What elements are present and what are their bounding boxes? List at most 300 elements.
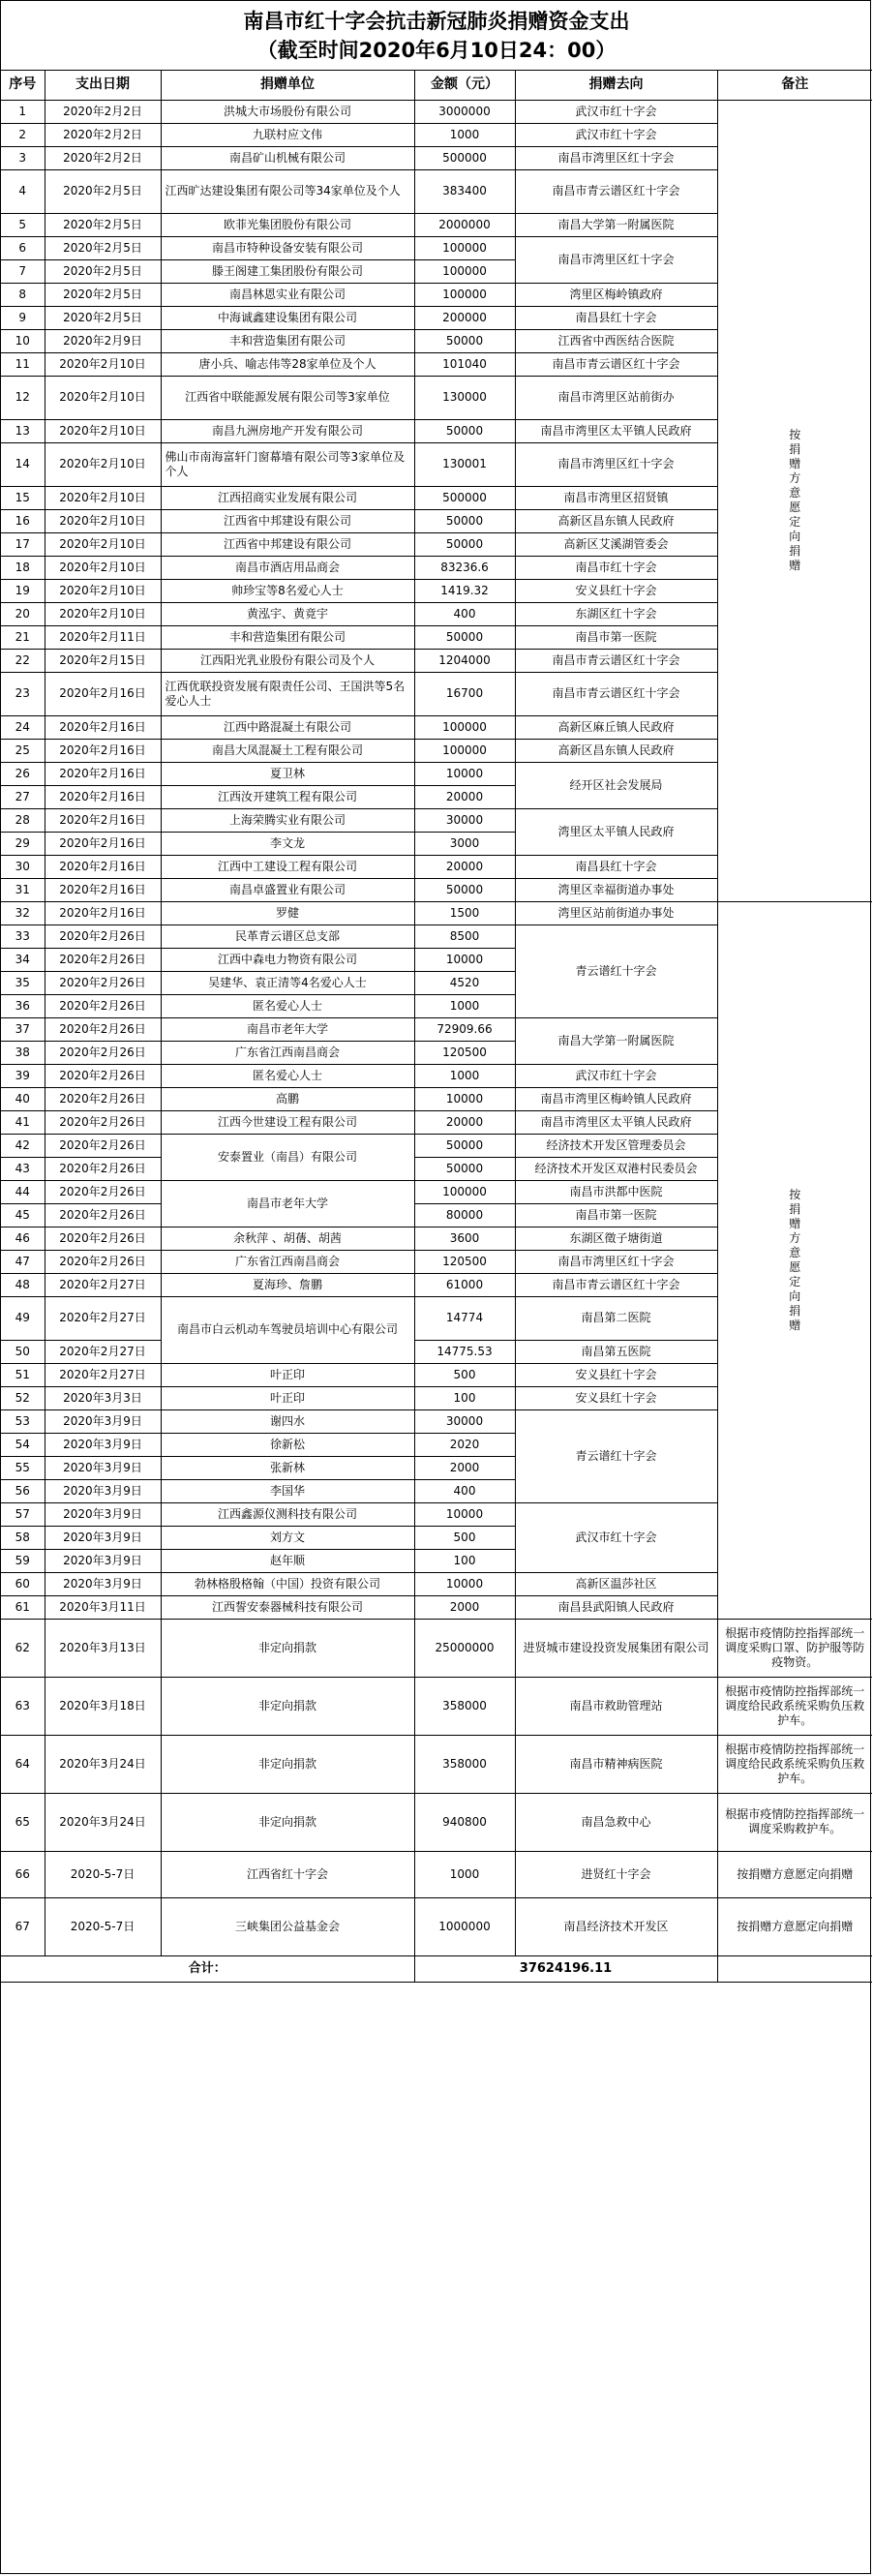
expense-date: 2020年2月26日: [45, 971, 161, 994]
amount: 50000: [414, 1157, 515, 1180]
row-number: 60: [1, 1572, 45, 1595]
destination: 湾里区梅岭镇政府: [515, 283, 717, 306]
remark: 根据市疫情防控指挥部统一调度给民政系统采购负压救护车。: [717, 1677, 872, 1735]
expense-date: 2020年2月5日: [45, 236, 161, 259]
amount: 30000: [414, 1409, 515, 1433]
amount: 200000: [414, 306, 515, 329]
destination: 南昌市救助管理站: [515, 1677, 717, 1735]
row-number: 46: [1, 1227, 45, 1250]
row-number: 30: [1, 855, 45, 878]
expense-date: 2020年2月10日: [45, 376, 161, 419]
expense-date: 2020年2月26日: [45, 994, 161, 1017]
row-number: 23: [1, 672, 45, 715]
donor-unit: 江西省中邦建设有限公司: [161, 509, 414, 532]
expense-date: 2020年2月10日: [45, 419, 161, 442]
row-number: 39: [1, 1064, 45, 1087]
donor-unit: 罗健: [161, 901, 414, 924]
expense-date: 2020年3月11日: [45, 1595, 161, 1619]
donor-unit: 吴建华、袁正清等4名爱心人士: [161, 971, 414, 994]
donor-unit: 江西优联投资发展有限责任公司、王国洪等5名爱心人士: [161, 672, 414, 715]
expense-date: 2020年2月27日: [45, 1273, 161, 1296]
destination: 南昌市湾里区红十字会: [515, 146, 717, 169]
expense-date: 2020年3月13日: [45, 1619, 161, 1677]
donor-unit: 江西鑫源仪测科技有限公司: [161, 1502, 414, 1526]
destination: 高新区麻丘镇人民政府: [515, 715, 717, 739]
row-number: 50: [1, 1340, 45, 1363]
amount: 130001: [414, 442, 515, 486]
donor-unit: 非定向捐款: [161, 1793, 414, 1851]
amount: 500000: [414, 486, 515, 509]
row-number: 66: [1, 1851, 45, 1897]
destination: 青云谱红十字会: [515, 924, 717, 1017]
row-number: 10: [1, 329, 45, 352]
donor-unit: 赵年顺: [161, 1549, 414, 1572]
donor-unit: 叶正印: [161, 1386, 414, 1409]
amount: 100: [414, 1386, 515, 1409]
amount: 10000: [414, 1502, 515, 1526]
destination: 南昌市湾里区红十字会: [515, 442, 717, 486]
donor-unit: 江西阳光乳业股份有限公司及个人: [161, 649, 414, 672]
row-number: 57: [1, 1502, 45, 1526]
amount: 50000: [414, 532, 515, 556]
donor-unit: 南昌市老年大学: [161, 1180, 414, 1227]
total-amount: 37624196.11: [414, 1955, 717, 1982]
row-number: 33: [1, 924, 45, 948]
donor-unit: 安泰置业（南昌）有限公司: [161, 1134, 414, 1180]
row-number: 3: [1, 146, 45, 169]
total-row: [1, 1955, 872, 1982]
donor-unit: 丰和营造集团有限公司: [161, 329, 414, 352]
donor-unit: 江西中森电力物资有限公司: [161, 948, 414, 971]
donor-unit: 民革青云谱区总支部: [161, 924, 414, 948]
destination: 武汉市红十字会: [515, 100, 717, 123]
destination: 湾里区站前街道办事处: [515, 901, 717, 924]
donor-unit: 南昌市特种设备安装有限公司: [161, 236, 414, 259]
row-number: 37: [1, 1017, 45, 1041]
expense-date: 2020年2月10日: [45, 486, 161, 509]
donor-unit: 李文龙: [161, 832, 414, 855]
donor-unit: 非定向捐款: [161, 1735, 414, 1793]
expense-date: 2020年2月10日: [45, 352, 161, 376]
table-row: [1, 1793, 872, 1851]
donor-unit: 南昌市老年大学: [161, 1017, 414, 1041]
header-row: [1, 71, 872, 100]
expense-date: 2020年2月16日: [45, 808, 161, 832]
donor-unit: 黄泓宇、黄竟宇: [161, 602, 414, 625]
amount: 80000: [414, 1203, 515, 1227]
row-number: 36: [1, 994, 45, 1017]
amount: 383400: [414, 169, 515, 213]
row-number: 9: [1, 306, 45, 329]
amount: 1000: [414, 994, 515, 1017]
expense-date: 2020年2月16日: [45, 832, 161, 855]
amount: 2000000: [414, 213, 515, 236]
destination: 南昌市青云谱区红十字会: [515, 1273, 717, 1296]
destination: 南昌县红十字会: [515, 306, 717, 329]
header-destination: 捐赠去向: [515, 71, 717, 100]
amount: 3000000: [414, 100, 515, 123]
row-number: 1: [1, 100, 45, 123]
expense-date: 2020年3月24日: [45, 1735, 161, 1793]
header-amount: 金额（元）: [414, 71, 515, 100]
expense-date: 2020年2月2日: [45, 100, 161, 123]
row-number: 2: [1, 123, 45, 146]
row-number: 58: [1, 1526, 45, 1549]
amount: 83236.6: [414, 556, 515, 579]
row-number: 13: [1, 419, 45, 442]
destination: 南昌市湾里区红十字会: [515, 1250, 717, 1273]
donor-unit: 南昌矿山机械有限公司: [161, 146, 414, 169]
row-number: 62: [1, 1619, 45, 1677]
expense-date: 2020年2月11日: [45, 625, 161, 649]
expense-date: 2020年2月16日: [45, 878, 161, 901]
remark-text: 按捐赠方意愿定向捐赠: [789, 1187, 801, 1332]
amount: 25000000: [414, 1619, 515, 1677]
destination: 南昌市湾里区太平镇人民政府: [515, 419, 717, 442]
amount: 100000: [414, 259, 515, 283]
row-number: 12: [1, 376, 45, 419]
expense-date: 2020年2月10日: [45, 509, 161, 532]
row-number: 6: [1, 236, 45, 259]
page-title: 南昌市红十字会抗击新冠肺炎捐赠资金支出: [243, 9, 630, 33]
donor-unit: 欧菲光集团股份有限公司: [161, 213, 414, 236]
amount: 14775.53: [414, 1340, 515, 1363]
amount: 20000: [414, 1110, 515, 1134]
expense-date: 2020年2月26日: [45, 1250, 161, 1273]
amount: 50000: [414, 625, 515, 649]
remark: 根据市疫情防控指挥部统一调度给民政系统采购负压救护车。: [717, 1735, 872, 1793]
row-number: 40: [1, 1087, 45, 1110]
row-number: 16: [1, 509, 45, 532]
amount: 50000: [414, 329, 515, 352]
expense-date: 2020年3月9日: [45, 1409, 161, 1433]
row-number: 26: [1, 762, 45, 785]
row-number: 53: [1, 1409, 45, 1433]
expense-date: 2020年2月16日: [45, 672, 161, 715]
destination: 高新区昌东镇人民政府: [515, 739, 717, 762]
destination: 南昌市湾里区红十字会: [515, 236, 717, 283]
expense-date: 2020年3月9日: [45, 1456, 161, 1479]
donor-unit: 南昌林恩实业有限公司: [161, 283, 414, 306]
donor-unit: 余秋萍 、胡蒨、胡茜: [161, 1227, 414, 1250]
remark: 按捐赠方意愿定向捐赠: [717, 1851, 872, 1897]
amount: 8500: [414, 924, 515, 948]
amount: 100000: [414, 715, 515, 739]
expense-date: 2020年2月5日: [45, 169, 161, 213]
donor-unit: 中海诚鑫建设集团有限公司: [161, 306, 414, 329]
expense-date: 2020年2月10日: [45, 532, 161, 556]
expense-date: 2020年2月16日: [45, 855, 161, 878]
destination: 南昌急救中心: [515, 1793, 717, 1851]
row-number: 38: [1, 1041, 45, 1064]
amount: 500000: [414, 146, 515, 169]
expense-date: 2020年2月5日: [45, 306, 161, 329]
expense-date: 2020年2月26日: [45, 1110, 161, 1134]
donation-table: [1, 71, 872, 1983]
expense-date: 2020年2月10日: [45, 556, 161, 579]
header-no: 序号: [1, 71, 45, 100]
amount: 1419.32: [414, 579, 515, 602]
donor-unit: 张新林: [161, 1456, 414, 1479]
row-number: 41: [1, 1110, 45, 1134]
destination: 安义县红十字会: [515, 1386, 717, 1409]
expense-date: 2020年2月5日: [45, 259, 161, 283]
donor-unit: 江西省红十字会: [161, 1851, 414, 1897]
donor-unit: 谢四水: [161, 1409, 414, 1433]
amount: 3600: [414, 1227, 515, 1250]
amount: 30000: [414, 808, 515, 832]
destination: 进贤红十字会: [515, 1851, 717, 1897]
destination: 高新区昌东镇人民政府: [515, 509, 717, 532]
donor-unit: 南昌九洲房地产开发有限公司: [161, 419, 414, 442]
expense-date: 2020年2月26日: [45, 1203, 161, 1227]
expense-date: 2020年2月15日: [45, 649, 161, 672]
destination: 经开区社会发展局: [515, 762, 717, 808]
amount: 20000: [414, 855, 515, 878]
amount: 1204000: [414, 649, 515, 672]
amount: 100000: [414, 236, 515, 259]
expense-date: 2020年2月26日: [45, 1064, 161, 1087]
table-row: [1, 1619, 872, 1677]
donor-unit: 洪城大市场股份有限公司: [161, 100, 414, 123]
row-number: 29: [1, 832, 45, 855]
expense-date: 2020年3月3日: [45, 1386, 161, 1409]
donor-unit: 唐小兵、喻志伟等28家单位及个人: [161, 352, 414, 376]
row-number: 15: [1, 486, 45, 509]
amount: 14774: [414, 1296, 515, 1340]
header-remark: 备注: [717, 71, 872, 100]
row-number: 48: [1, 1273, 45, 1296]
amount: 120500: [414, 1250, 515, 1273]
donor-unit: 江西中工建设工程有限公司: [161, 855, 414, 878]
amount: 61000: [414, 1273, 515, 1296]
expense-date: 2020年2月10日: [45, 602, 161, 625]
row-number: 31: [1, 878, 45, 901]
table-row: [1, 1897, 872, 1955]
donor-unit: 徐新松: [161, 1433, 414, 1456]
destination: 南昌大学第一附属医院: [515, 1017, 717, 1064]
destination: 高新区温莎社区: [515, 1572, 717, 1595]
amount: 1000000: [414, 1897, 515, 1955]
donor-unit: 江西中路混凝土有限公司: [161, 715, 414, 739]
amount: 1000: [414, 1064, 515, 1087]
destination: 南昌市精神病医院: [515, 1735, 717, 1793]
amount: 100000: [414, 1180, 515, 1203]
row-number: 65: [1, 1793, 45, 1851]
expense-date: 2020年3月9日: [45, 1572, 161, 1595]
expense-date: 2020年2月2日: [45, 123, 161, 146]
row-number: 32: [1, 901, 45, 924]
donor-unit: 江西省中联能源发展有限公司等3家单位: [161, 376, 414, 419]
table-row: [1, 1851, 872, 1897]
amount: 50000: [414, 878, 515, 901]
amount: 1500: [414, 901, 515, 924]
amount: 120500: [414, 1041, 515, 1064]
row-number: 21: [1, 625, 45, 649]
amount: 101040: [414, 352, 515, 376]
donor-unit: 帅珍宝等8名爱心人士: [161, 579, 414, 602]
table-row: [1, 1735, 872, 1793]
donor-unit: 广东省江西南昌商会: [161, 1041, 414, 1064]
destination: 南昌县武阳镇人民政府: [515, 1595, 717, 1619]
row-number: 59: [1, 1549, 45, 1572]
amount: 400: [414, 1479, 515, 1502]
destination: 武汉市红十字会: [515, 1502, 717, 1572]
row-number: 56: [1, 1479, 45, 1502]
amount: 100000: [414, 283, 515, 306]
row-number: 11: [1, 352, 45, 376]
page-subtitle: （截至时间2020年6月10日24：00）: [256, 38, 617, 62]
donor-unit: 叶正印: [161, 1363, 414, 1386]
remark-merged: [717, 901, 872, 1619]
table-row: [1, 1677, 872, 1735]
amount: 500: [414, 1526, 515, 1549]
destination: 南昌市青云谱区红十字会: [515, 169, 717, 213]
destination: 南昌市青云谱区红十字会: [515, 649, 717, 672]
destination: 南昌市湾里区太平镇人民政府: [515, 1110, 717, 1134]
remark-merged: [717, 100, 872, 901]
donor-unit: 滕王阁建工集团股份有限公司: [161, 259, 414, 283]
title-block: [1, 1, 872, 71]
remark: 根据市疫情防控指挥部统一调度采购口罩、防护服等防疫物资。: [717, 1619, 872, 1677]
amount: 10000: [414, 762, 515, 785]
row-number: 35: [1, 971, 45, 994]
expense-date: 2020年2月10日: [45, 442, 161, 486]
total-remark: [717, 1955, 872, 1982]
destination: 南昌市红十字会: [515, 556, 717, 579]
amount: 20000: [414, 785, 515, 808]
header-unit: 捐赠单位: [161, 71, 414, 100]
destination: 南昌市第一医院: [515, 625, 717, 649]
expense-date: 2020年2月26日: [45, 1227, 161, 1250]
row-number: 44: [1, 1180, 45, 1203]
amount: 2000: [414, 1595, 515, 1619]
donor-unit: 非定向捐款: [161, 1619, 414, 1677]
row-number: 22: [1, 649, 45, 672]
destination: 东湖区徵子塘街道: [515, 1227, 717, 1250]
expense-date: 2020年2月26日: [45, 1134, 161, 1157]
expense-date: 2020年2月16日: [45, 715, 161, 739]
remark: 按捐赠方意愿定向捐赠: [717, 1897, 872, 1955]
destination: 南昌大学第一附属医院: [515, 213, 717, 236]
row-number: 63: [1, 1677, 45, 1735]
donor-unit: 李国华: [161, 1479, 414, 1502]
expense-date: 2020年3月24日: [45, 1793, 161, 1851]
donor-unit: 江西汝开建筑工程有限公司: [161, 785, 414, 808]
expense-date: 2020-5-7日: [45, 1897, 161, 1955]
remark-text: 按捐赠方意愿定向捐赠: [789, 428, 801, 572]
donor-unit: 佛山市南海富轩门窗幕墙有限公司等3家单位及个人: [161, 442, 414, 486]
row-number: 17: [1, 532, 45, 556]
expense-date: 2020年2月5日: [45, 283, 161, 306]
row-number: 45: [1, 1203, 45, 1227]
destination: 江西省中西医结合医院: [515, 329, 717, 352]
destination: 南昌市青云谱区红十字会: [515, 352, 717, 376]
destination: 湾里区幸福街道办事处: [515, 878, 717, 901]
donor-unit: 勃林格殷格翰（中国）投资有限公司: [161, 1572, 414, 1595]
row-number: 14: [1, 442, 45, 486]
donor-unit: 南昌市酒店用品商会: [161, 556, 414, 579]
amount: 4520: [414, 971, 515, 994]
destination: 南昌市湾里区梅岭镇人民政府: [515, 1087, 717, 1110]
row-number: 8: [1, 283, 45, 306]
amount: 940800: [414, 1793, 515, 1851]
donor-unit: 江西今世建设工程有限公司: [161, 1110, 414, 1134]
row-number: 18: [1, 556, 45, 579]
amount: 2020: [414, 1433, 515, 1456]
table-row: [1, 100, 872, 123]
expense-date: 2020年2月16日: [45, 785, 161, 808]
destination: 安义县红十字会: [515, 579, 717, 602]
expense-date: 2020年2月26日: [45, 1087, 161, 1110]
destination: 南昌市湾里区站前街办: [515, 376, 717, 419]
expense-date: 2020年3月9日: [45, 1433, 161, 1456]
donor-unit: 匿名爱心人士: [161, 994, 414, 1017]
donor-unit: 三峡集团公益基金会: [161, 1897, 414, 1955]
expense-date: 2020年3月9日: [45, 1526, 161, 1549]
row-number: 55: [1, 1456, 45, 1479]
donor-unit: 丰和营造集团有限公司: [161, 625, 414, 649]
donor-unit: 夏海珍、詹鹏: [161, 1273, 414, 1296]
expense-date: 2020年2月26日: [45, 1157, 161, 1180]
amount: 1000: [414, 1851, 515, 1897]
amount: 100: [414, 1549, 515, 1572]
destination: 南昌市洪都中医院: [515, 1180, 717, 1203]
expense-date: 2020年2月26日: [45, 948, 161, 971]
expense-date: 2020年2月26日: [45, 1041, 161, 1064]
row-number: 27: [1, 785, 45, 808]
row-number: 61: [1, 1595, 45, 1619]
donor-unit: 上海荣腾实业有限公司: [161, 808, 414, 832]
destination: 经济技术开发区双港村民委员会: [515, 1157, 717, 1180]
expense-date: 2020年2月5日: [45, 213, 161, 236]
destination: 南昌第五医院: [515, 1340, 717, 1363]
amount: 358000: [414, 1735, 515, 1793]
expense-date: 2020年2月10日: [45, 579, 161, 602]
destination: 经济技术开发区管理委员会: [515, 1134, 717, 1157]
row-number: 43: [1, 1157, 45, 1180]
destination: 进贤城市建设投资发展集团有限公司: [515, 1619, 717, 1677]
amount: 400: [414, 602, 515, 625]
amount: 3000: [414, 832, 515, 855]
amount: 50000: [414, 509, 515, 532]
expense-date: 2020年2月9日: [45, 329, 161, 352]
donor-unit: 南昌大凤混凝土工程有限公司: [161, 739, 414, 762]
row-number: 25: [1, 739, 45, 762]
expense-date: 2020年2月16日: [45, 901, 161, 924]
donor-unit: 夏卫林: [161, 762, 414, 785]
donor-unit: 广东省江西南昌商会: [161, 1250, 414, 1273]
destination: 青云谱红十字会: [515, 1409, 717, 1502]
amount: 72909.66: [414, 1017, 515, 1041]
amount: 10000: [414, 948, 515, 971]
expense-date: 2020年3月9日: [45, 1549, 161, 1572]
expense-date: 2020年3月18日: [45, 1677, 161, 1735]
donor-unit: 非定向捐款: [161, 1677, 414, 1735]
donor-unit: 九联村应文伟: [161, 123, 414, 146]
destination: 安义县红十字会: [515, 1363, 717, 1386]
row-number: 47: [1, 1250, 45, 1273]
amount: 500: [414, 1363, 515, 1386]
destination: 南昌市第一医院: [515, 1203, 717, 1227]
destination: 南昌市湾里区招贤镇: [515, 486, 717, 509]
total-label: 合计：: [1, 1955, 414, 1982]
header-date: 支出日期: [45, 71, 161, 100]
expense-date: 2020年2月16日: [45, 739, 161, 762]
row-number: 67: [1, 1897, 45, 1955]
destination: 高新区艾溪湖管委会: [515, 532, 717, 556]
destination: 湾里区太平镇人民政府: [515, 808, 717, 855]
